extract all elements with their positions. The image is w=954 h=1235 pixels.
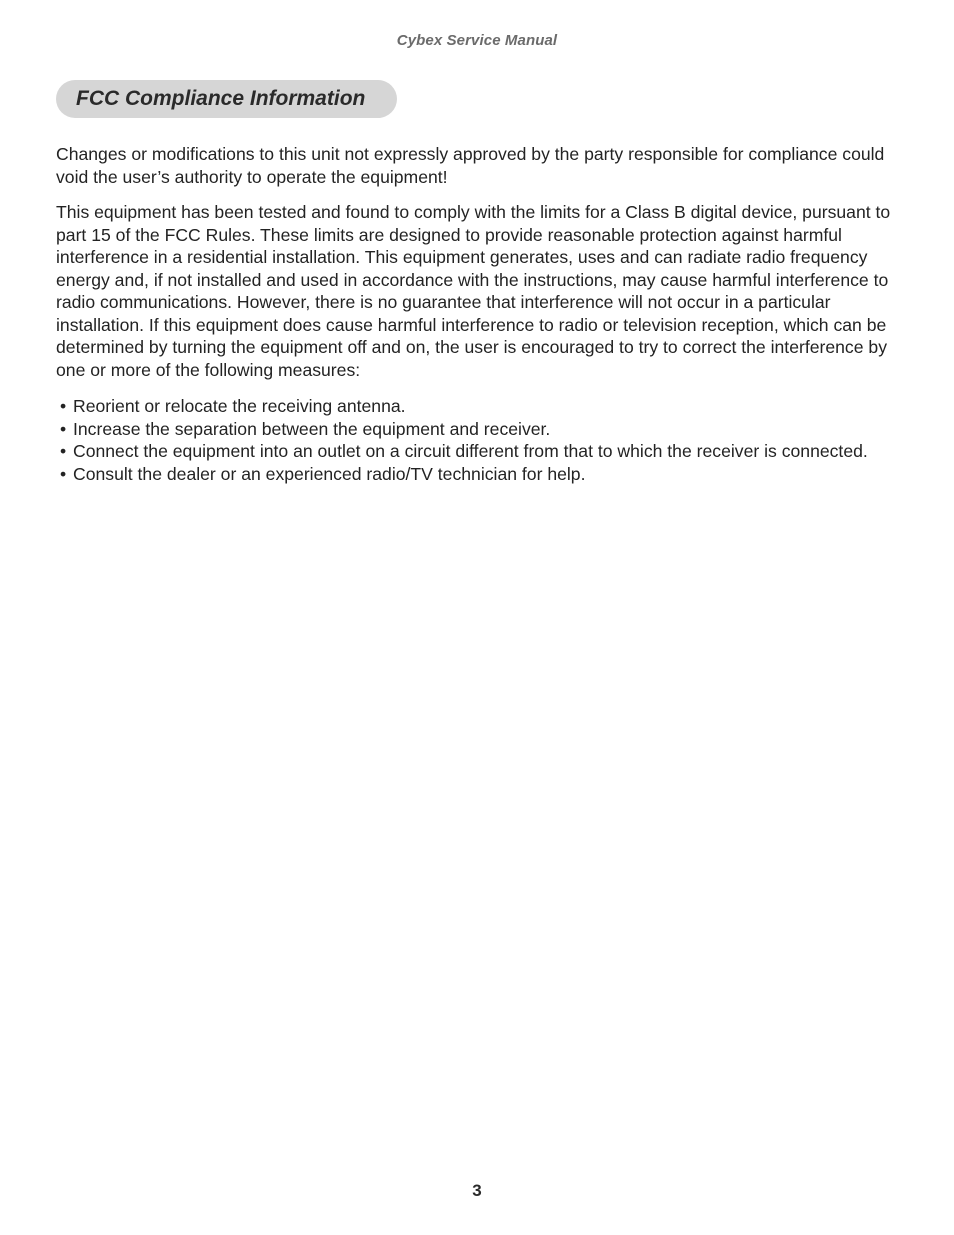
body-content	[56, 143, 906, 485]
page-number: 3	[472, 1181, 482, 1200]
bullet-icon: •	[60, 463, 67, 484]
measures-list	[56, 395, 906, 485]
list-item	[56, 418, 906, 441]
bullet-icon: •	[60, 396, 67, 416]
bullet-icon: •	[60, 418, 67, 439]
section-title: FCC Compliance Information	[76, 87, 366, 110]
list-item	[56, 463, 906, 486]
list-item-text: Consult the dealer or an experienced radio/TV technician for help.	[73, 463, 586, 484]
section-heading-pill	[56, 80, 397, 118]
running-header: Cybex Service Manual	[396, 32, 558, 49]
list-item-text: Connect the equipment into an outlet on a circuit different from that to which the receiver is connected.	[73, 441, 868, 461]
paragraph-modifications-warning: Changes or modifications to this unit not expressly approved by the party responsible for compliance could void the user’s authority to operate the equipment!	[56, 144, 885, 187]
list-item-text: Increase the separation between the equipment and receiver.	[73, 418, 551, 439]
list-item-text: Reorient or relocate the receiving antenna.	[73, 396, 406, 416]
list-item	[56, 440, 906, 463]
list-item	[56, 395, 906, 418]
paragraph-class-b-statement: This equipment has been tested and found to comply with the limits for a Class B digital device, pursuant to part 15 of the FCC Rules. These limits are designed to provide reasonable protection against harmful interference in a residential installation. This equipment generates, uses and can radiate radio frequency energy and, if not installed and used in accordance with the instructions, may cause harmful interference to radio communications. However, there is no guarantee that interference will not occur in a particular installation. If this equipment does cause harmful interference to radio or television reception, which can be determined by turning the equipment off and on, the user is encouraged to try to correct the interference by one or more of the following measures:	[56, 202, 891, 380]
bullet-icon: •	[60, 441, 67, 461]
